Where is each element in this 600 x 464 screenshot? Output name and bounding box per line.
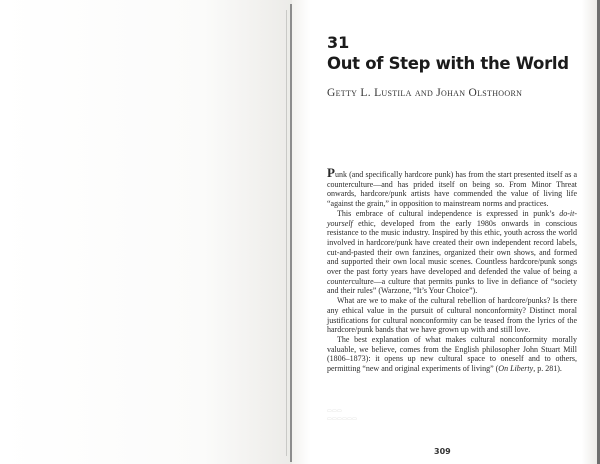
- paragraph-text: culture—a culture that permits punks to live in defiance of “society and their rules” (Warzone, “It’s Your Choice”).: [327, 276, 577, 296]
- chapter-number: 31: [327, 33, 350, 52]
- paragraph-text: unk (and specifically hardcore punk) has from the start presented itself as a counterculture—and has prided itself on being so. From Minor Threat onwards, hardcore/punk artists have commended the value of living life “against the grain,” in opposition to mainstream norms and practices.: [327, 170, 577, 209]
- faint-stamp-mark: ▭▭▭: [327, 408, 343, 414]
- paragraph-text: What are we to make of the cultural rebellion of hardcore/punks? Is there any ethical value in the pursuit of cultural nonconformity? Distinct moral justifications for cultural nonconformity can be teased from the lyrics of the hardcore/punk bands that we have grown up with and still love.: [327, 296, 577, 335]
- left-page: [0, 0, 292, 464]
- body-paragraph: [327, 335, 577, 374]
- italic-text: do-it-yourself: [327, 208, 577, 228]
- gutter-shadow: [286, 10, 287, 456]
- chapter-authors: Getty L. Lustila and Johan Olsthoorn: [327, 87, 523, 99]
- body-paragraph: [327, 209, 577, 296]
- italic-text: On Liberty: [498, 364, 534, 374]
- italic-text: counter: [327, 276, 352, 286]
- paragraph-text: , p. 281).: [533, 364, 562, 374]
- paragraph-text: ethic, developed from the early 1980s onwards in conscious resistance to the music industry. Inspired by this ethic, youth across the world involved in hardcore/punk have created their own independent record labels, cut-and-pasted their own fanzines, organized their own shows, and formed and supported their own local music scenes. Countless hardcore/punk songs over the past forty years have developed and defended the value of being a: [327, 218, 577, 277]
- chapter-title: Out of Step with the World: [327, 54, 569, 73]
- body-paragraph: [327, 296, 577, 335]
- faint-stamp-mark: ▭▭▭▭▭▭: [327, 416, 358, 422]
- paragraph-text: The best explanation of what makes cultural nonconformity morally valuable, we believe, comes from the English philosopher John Stuart Mill (1806–1873): it opens up new cultural space to oneself and to others, permitting “new and original experiments of living” (: [327, 334, 577, 374]
- body-paragraph: [327, 165, 577, 209]
- body-text: [327, 165, 577, 374]
- page-number: 309: [434, 447, 451, 456]
- paragraph-text: This embrace of cultural independence is expressed in punk’s: [337, 208, 560, 218]
- drop-cap: P: [327, 165, 335, 180]
